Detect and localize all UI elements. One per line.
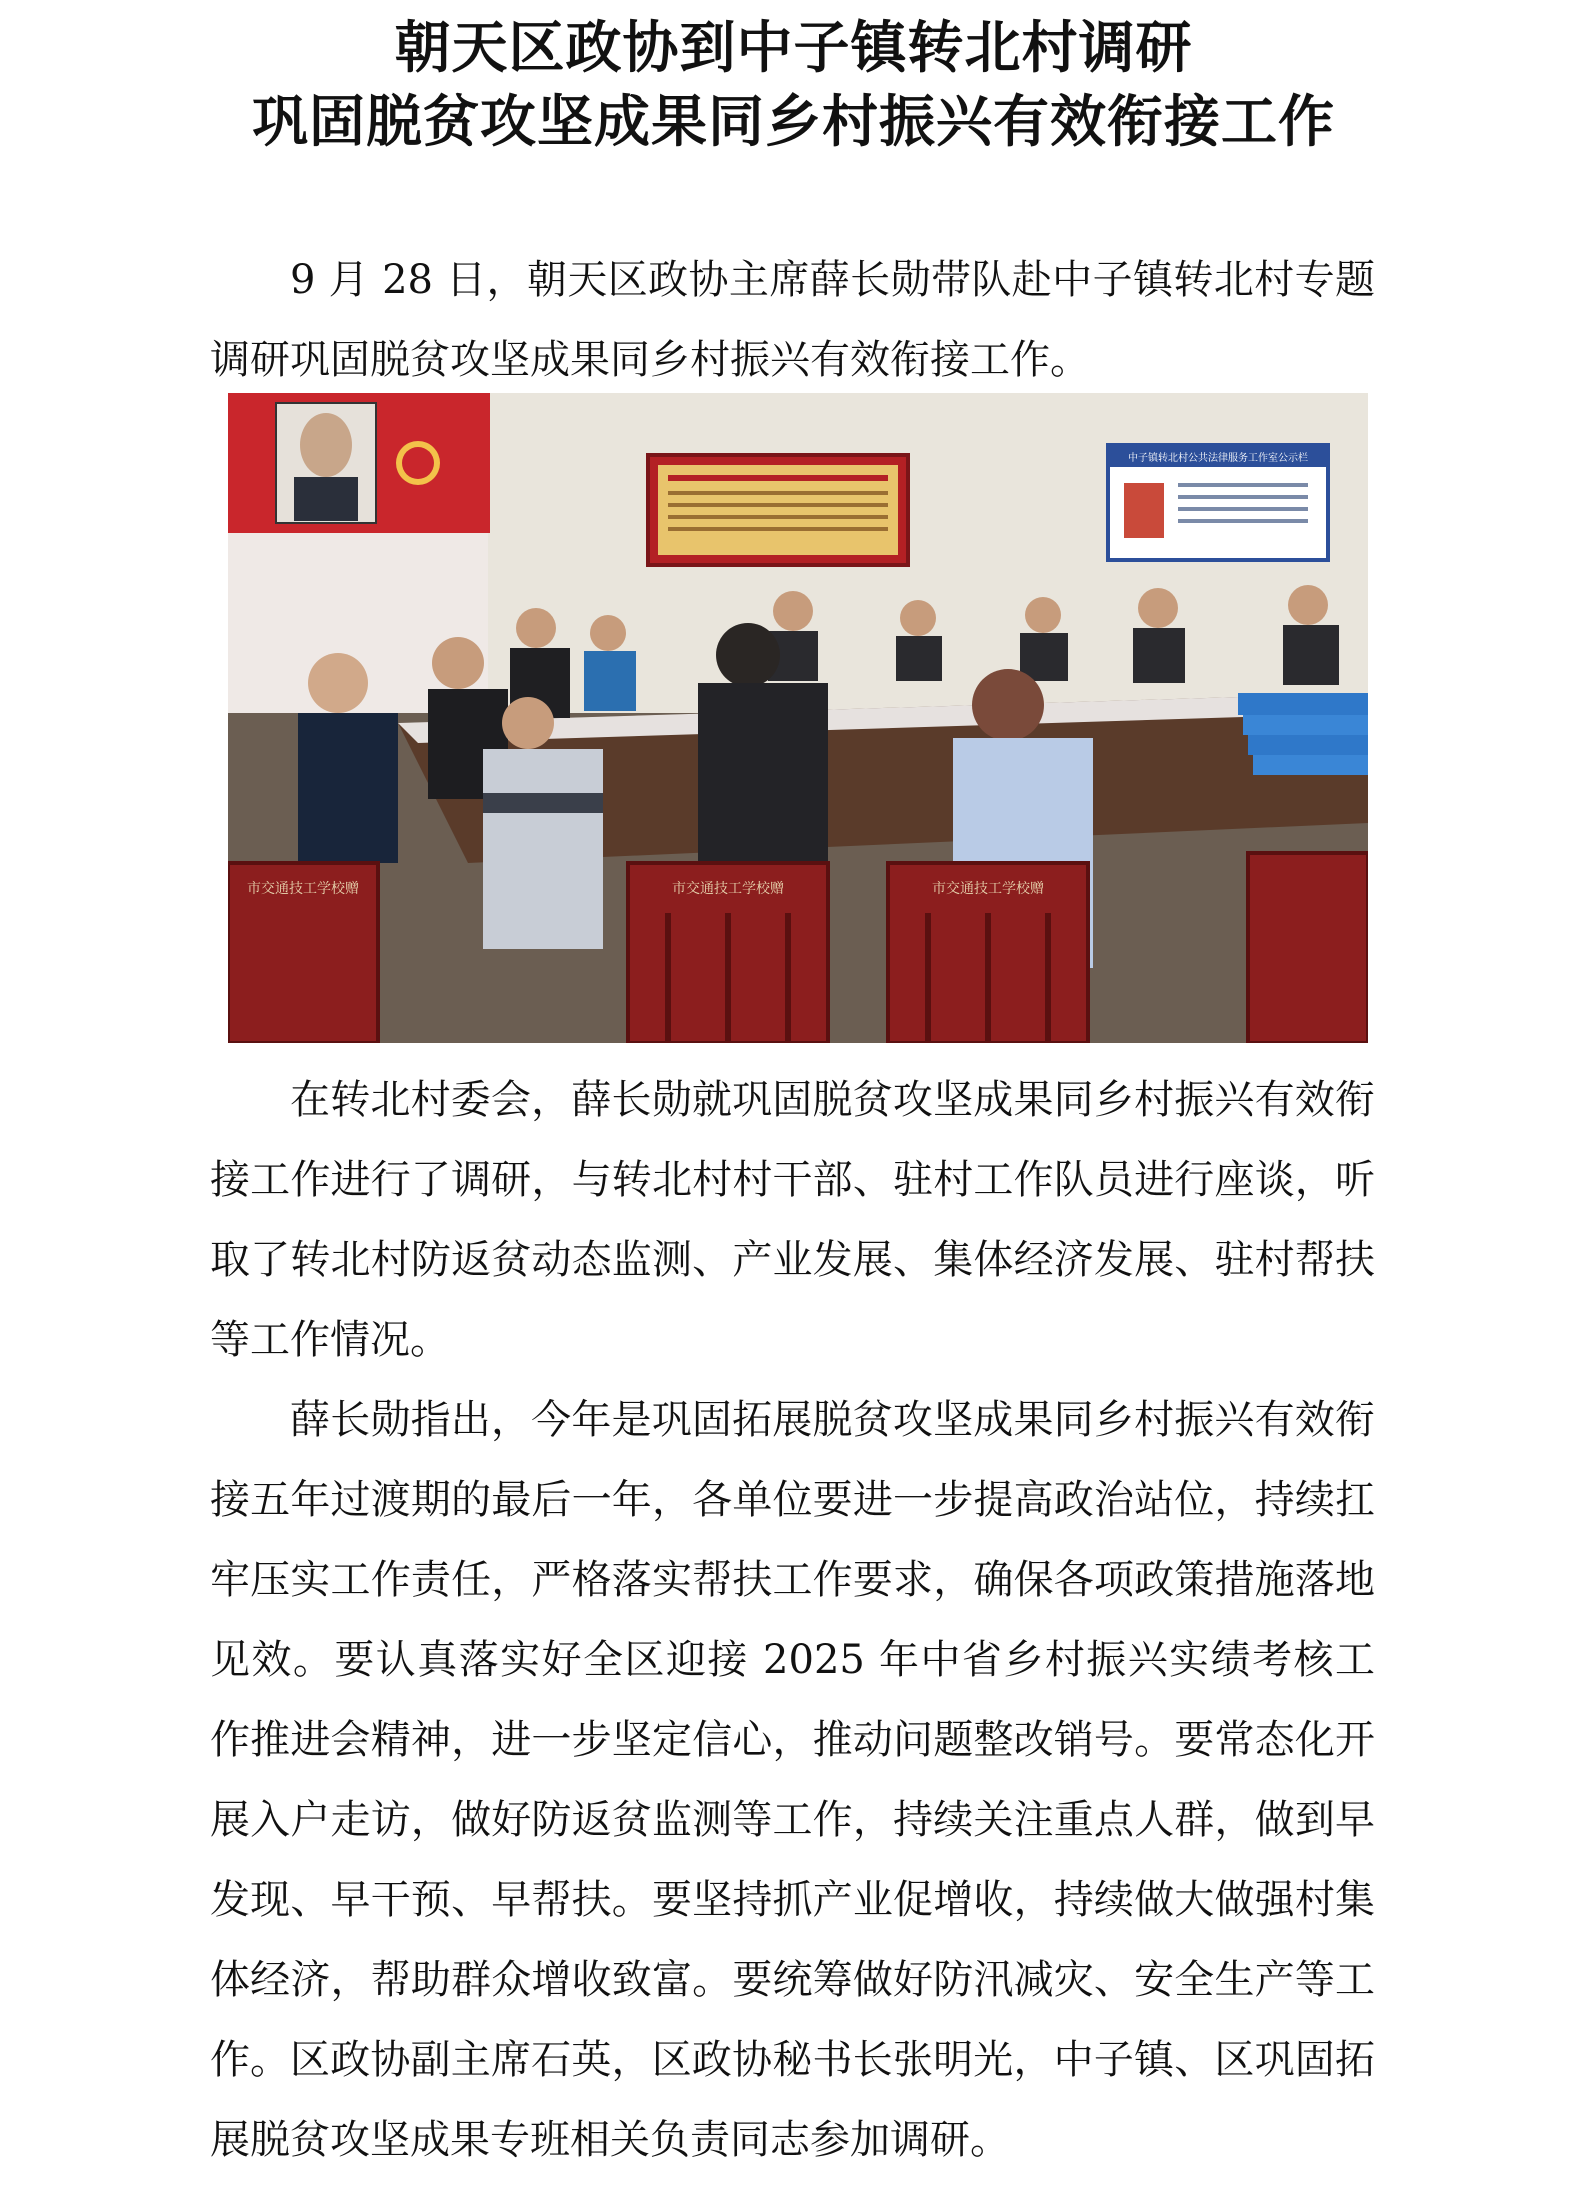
- paragraph-attendees: 区政协副主席石英，区政协秘书长张明光，中子镇、区巩固拓展脱贫攻坚成果专班相关负责同志参加调研。: [210, 2037, 1375, 2163]
- title-line-1: 朝天区政协到中子镇转北村调研: [394, 15, 1193, 81]
- paragraph-research: 在转北村委会，薛长勋就巩固脱贫攻坚成果同乡村振兴有效衔接工作进行了调研，与转北村村干部、驻村工作队员进行座谈，听取了转北村防返贫动态监测、产业发展、集体经济发展、驻村帮扶等工作情况。: [210, 1077, 1375, 1363]
- paragraph-instructions: 薛长勋指出，今年是巩固拓展脱贫攻坚成果同乡村振兴有效衔接五年过渡期的最后一年，各单位要进一步提高政治站位，持续扛牢压实工作责任，严格落实帮扶工作要求，确保各项政策措施落地见效。要认真落实好全区迎接 2025 年中省乡村振兴实绩考核工作推进会精神，进一步坚定信心，推动问题整改销号。要常态化开展入户走访，做好防返贫监测等工作，持续关注重点人群，做到早发现、早干预、早帮扶。要坚持抓产业促增收，持续做大做强村集体经济，帮助群众增收致富。要统筹做好防汛减灾、安全生产等工作。: [210, 1397, 1375, 2083]
- chair-label-3: 市交通技工学校赠: [932, 881, 1044, 897]
- chair-label-2: 市交通技工学校赠: [672, 881, 784, 897]
- paragraph-intro: 9 月 28 日，朝天区政协主席薛长勋带队赴中子镇转北村专题调研巩固脱贫攻坚成果同乡村振兴有效衔接工作。: [210, 257, 1375, 383]
- meeting-photo: [228, 393, 1368, 1043]
- meeting-photo-image: [228, 393, 1368, 1043]
- board-right-label: 中子镇转北村公共法律服务工作室公示栏: [1128, 453, 1308, 464]
- chair-label-1: 市交通技工学校赠: [247, 881, 359, 897]
- title-line-2: 巩固脱贫攻坚成果同乡村振兴有效衔接工作: [252, 89, 1335, 155]
